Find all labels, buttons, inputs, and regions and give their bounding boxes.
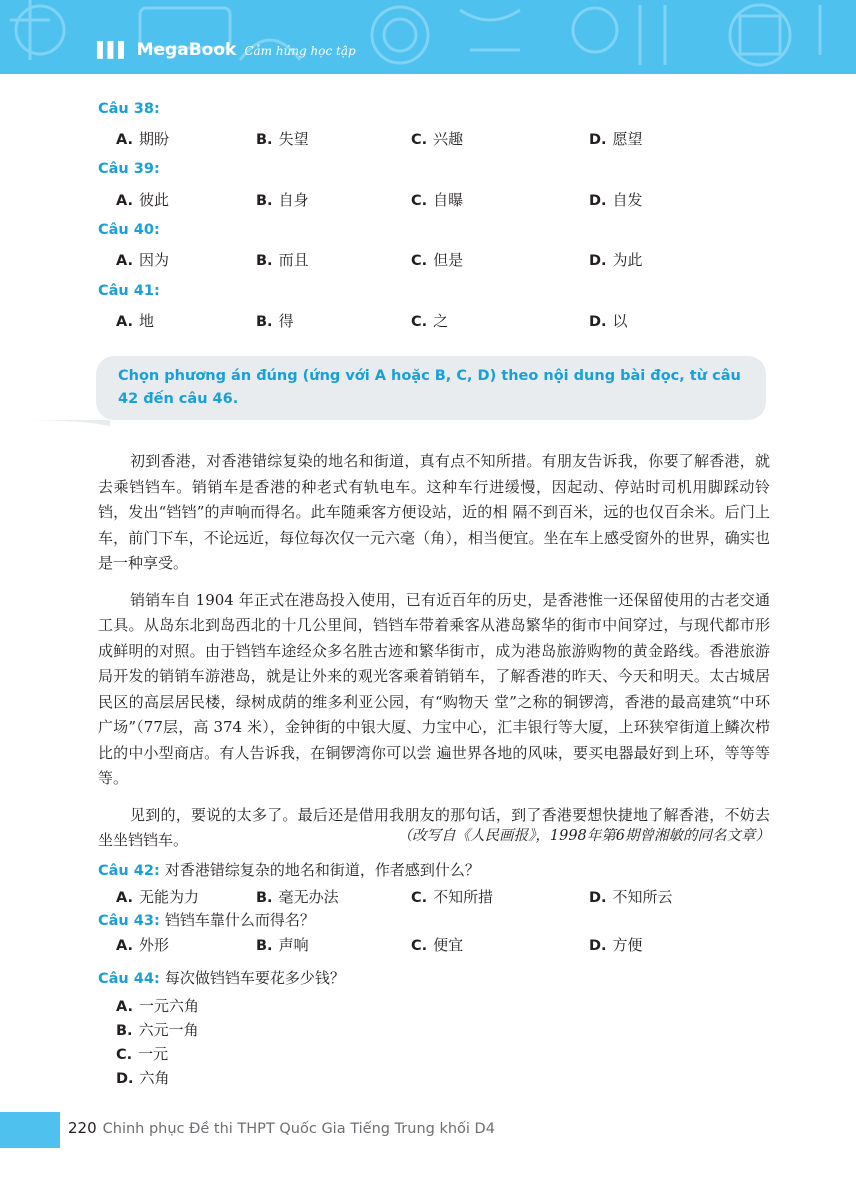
option-a: A. 一元六角	[116, 997, 200, 1015]
instruction-text: Chọn phương án đúng (ứng với A hoặc B, C, D) theo nội dung bài đọc, từ câu 42 đến câu 46.	[118, 368, 741, 407]
option-a: A. 因为	[116, 251, 170, 269]
option-c: C. 兴趣	[411, 130, 464, 148]
option-c: C. 便宜	[411, 936, 464, 954]
option-c: C. 不知所措	[411, 888, 494, 906]
option-a: A. 地	[116, 312, 155, 330]
option-b: B. 而且	[256, 251, 309, 269]
brand-logo	[97, 40, 356, 60]
passage-paragraph: 销销车自 1904 年正式在港岛投入使用，已有近百年的历史，是香港惟一还保留使用的古老交通工具。从岛东北到岛西北的十几公里间，铛铛车带着乘客从港岛繁华的街市中间穿过，与现代都市形成鲜明的对照。由于铛铛车途经众多名胜古迹和繁华街市，成为港岛旅游购物的黄金路线。香港旅游局开发的销销车游港岛，就是让外来的观光客乘着销销车，了解香港的昨天、今天和明天。太古城居民区的高层居民楼，绿树成荫的维多利亚公园，有“购物天 堂”之称的铜锣湾，香港的最高建筑“中环广场”（77层，高 374 米），金钟街的中银大厦、力宝中心，汇丰银行等大厦，上环狭窄街道上鳞次栉比的中小型商店。有人告诉我，在铜锣湾你可以尝 遍世界各地的风味，要买电器最好到上环，等等等等。	[98, 590, 770, 787]
question-label: Câu 39:	[98, 161, 160, 177]
page-number: 220	[68, 1119, 97, 1137]
reading-passage	[98, 449, 770, 854]
option-d: D. 为此	[589, 251, 643, 269]
passage-paragraph: 见到的，要说的太多了。最后还是借用我朋友的那句话，到了香港要想快捷地了解香港，不妨去坐坐铛铛车。	[98, 805, 770, 849]
option-c: C. 一元	[116, 1045, 169, 1063]
option-c: C. 但是	[411, 251, 464, 269]
option-b: B. 六元一角	[116, 1021, 199, 1039]
option-d: D. 愿望	[589, 130, 643, 148]
header-banner	[0, 0, 856, 74]
option-c: C. 之	[411, 312, 449, 330]
option-d: D. 方便	[589, 936, 643, 954]
option-d: D. 以	[589, 312, 628, 330]
option-a: A. 期盼	[116, 130, 170, 148]
brand-tagline: Cảm hứng học tập	[244, 44, 356, 58]
option-a: A. 外形	[116, 936, 170, 954]
option-b: B. 自身	[256, 191, 309, 209]
book-title: Chinh phục Đề thi THPT Quốc Gia Tiếng Trung khối D4	[102, 1121, 495, 1137]
option-d: D. 不知所云	[589, 888, 673, 906]
instruction-box	[96, 356, 766, 420]
question-42: Câu 42: 对香港错综复杂的地名和街道，作者感到什么？	[98, 861, 480, 879]
passage-paragraph: 初到香港，对香港错综复染的地名和街道，真有点不知所措。有朋友告诉我，你要了解香港，就去乘铛铛车。销销车是香港的种老式有轨电车。这种车行进缓慢，因起动、停站时司机用脚踩动铃铛，发出“铛铛”的声响而得名。此车随乘客方便设站，近的相 隔不到百米，远的也仅百余米。后门上车，前门下车，不论远近，每位每次仅一元六毫（角），相当便宜。坐在车上感受窗外的世界，确实也是一种享受。	[98, 452, 770, 572]
brand-name: MegaBook	[136, 40, 237, 60]
question-44: Câu 44: 每次做铛铛车要花多少钱？	[98, 969, 345, 987]
instruction-box-tail	[20, 420, 110, 430]
option-c: C. 自曝	[411, 191, 464, 209]
decorative-pattern	[0, 0, 856, 74]
page-footer	[68, 1119, 495, 1137]
footer-accent-bar	[0, 1112, 60, 1148]
option-b: B. 得	[256, 312, 294, 330]
option-a: A. 无能为力	[116, 888, 200, 906]
option-b: B. 声响	[256, 936, 309, 954]
question-label: Câu 40:	[98, 222, 160, 238]
option-b: B. 失望	[256, 130, 309, 148]
question-43: Câu 43: 铛铛车靠什么而得名？	[98, 911, 315, 929]
question-label: Câu 41:	[98, 283, 160, 299]
option-b: B. 毫无办法	[256, 888, 339, 906]
option-a: A. 彼此	[116, 191, 170, 209]
brand-mark-icon: ▌▌▌	[97, 41, 129, 59]
question-label: Câu 38:	[98, 101, 160, 117]
option-d: D. 六角	[116, 1069, 170, 1087]
option-d: D. 自发	[589, 191, 643, 209]
passage-source: （改写自《人民画报》，1998年第6期曾湘敏的同名文章）	[397, 828, 770, 844]
